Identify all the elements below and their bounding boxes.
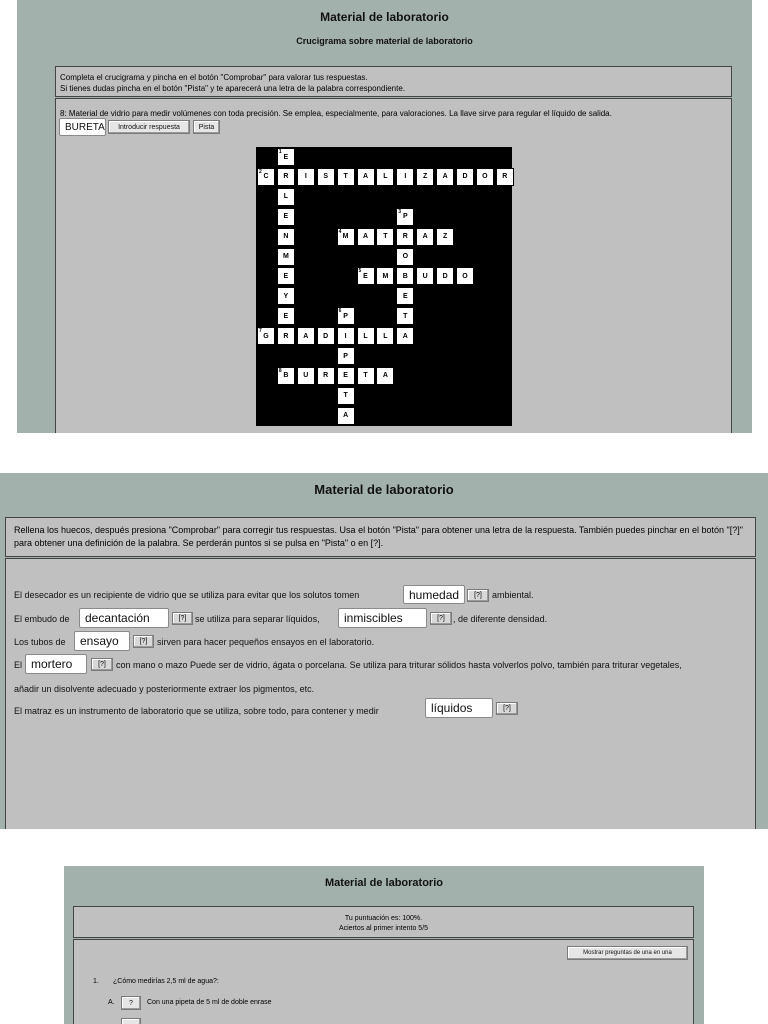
crossword-cell[interactable] xyxy=(376,168,394,186)
crossword-answer-input[interactable]: BURETA xyxy=(59,118,106,136)
cell-letter: S xyxy=(323,173,329,181)
cell-letter: T xyxy=(343,392,348,400)
crossword-cell[interactable] xyxy=(396,228,414,246)
crossword-title: Material de laboratorio xyxy=(320,10,449,24)
definition-button-6[interactable]: [?] xyxy=(496,702,518,715)
crossword-cell[interactable] xyxy=(436,168,454,186)
cell-letter: U xyxy=(303,372,309,380)
crossword-cell[interactable] xyxy=(376,267,394,285)
cell-number: 7 xyxy=(259,328,262,335)
cloze-text: añadir un disolvente adecuado y posteriormente extraer los pigmentos, etc. xyxy=(14,684,315,694)
cell-letter: A xyxy=(343,412,349,420)
cell-letter: E xyxy=(343,372,348,380)
score-text: Tu puntuación es: 100%. xyxy=(344,915,423,922)
cell-letter: T xyxy=(403,312,408,320)
crossword-cell[interactable] xyxy=(337,307,355,325)
crossword-cell[interactable] xyxy=(337,407,355,425)
crossword-cell[interactable] xyxy=(257,327,275,345)
crossword-cell[interactable] xyxy=(317,168,335,186)
crossword-cell[interactable] xyxy=(277,148,295,166)
definition-button-1[interactable]: [?] xyxy=(467,589,489,602)
cloze-text: El xyxy=(14,660,23,670)
cell-letter: D xyxy=(442,272,448,280)
cell-letter: R xyxy=(502,173,508,181)
crossword-cell[interactable] xyxy=(277,208,295,226)
blank-mortero[interactable]: mortero xyxy=(25,654,87,674)
crossword-cell[interactable] xyxy=(396,327,414,345)
cell-letter: L xyxy=(383,173,388,181)
crossword-cell[interactable] xyxy=(317,327,335,345)
cell-number: 3 xyxy=(398,208,402,215)
cell-letter: Z xyxy=(423,173,428,181)
cell-letter: C xyxy=(263,173,269,181)
crossword-cell[interactable] xyxy=(277,327,295,345)
cloze-instructions: Rellena los huecos, después presiona "Comprobar" para corregir tus respuestas. Usa el botón "Pista" para obtener una letra de la respuesta. También puedes pinchar en el botón "[?]" para obtener una definición de la palabra. Se perderán puntos si se pulsa en "Pista" o en [?]. xyxy=(14,525,743,548)
cell-letter: Z xyxy=(442,233,448,241)
crossword-cell[interactable] xyxy=(357,367,375,385)
cell-number: 6 xyxy=(338,308,342,315)
cloze-title: Material de laboratorio xyxy=(314,482,454,497)
crossword-cell[interactable] xyxy=(297,168,315,186)
cloze-text: se utiliza para separar líquidos, xyxy=(195,614,320,624)
crossword-cell[interactable] xyxy=(416,228,434,246)
cell-letter: T xyxy=(343,173,348,181)
definition-button-3[interactable]: [?] xyxy=(430,612,452,625)
cell-letter: E xyxy=(283,213,289,221)
cell-letter: E xyxy=(283,312,289,320)
cell-letter: N xyxy=(283,233,289,241)
cell-letter: T xyxy=(383,233,388,241)
crossword-cell[interactable] xyxy=(476,168,494,186)
cloze-text: El desecador es un recipiente de vidrio que se utiliza para evitar que los solutos tomen xyxy=(14,590,360,600)
crossword-cell[interactable] xyxy=(277,267,295,285)
crossword-cell[interactable] xyxy=(396,267,414,285)
cell-letter: B xyxy=(283,372,289,380)
cloze-text: El matraz es un instrumento de laboratorio que se utiliza, sobre todo, para contener y medir xyxy=(14,706,379,716)
crossword-cell[interactable] xyxy=(396,248,414,266)
crossword-cell[interactable] xyxy=(337,387,355,405)
cell-letter: E xyxy=(283,272,289,280)
blank-humedad[interactable]: humedad xyxy=(403,585,465,604)
crossword-instruction-line-1: Completa el crucigrama y pincha en el botón "Comprobar" para valorar tus respuestas. xyxy=(60,73,368,82)
blank-ensayo[interactable]: ensayo xyxy=(74,631,130,651)
question-text: ¿Cómo medirías 2,5 ml de agua?: xyxy=(113,978,219,985)
cell-letter: R xyxy=(323,372,329,380)
option-text: Con una pipeta de 5 ml de doble enrase xyxy=(147,999,272,1006)
crossword-cell[interactable] xyxy=(277,188,295,206)
crossword-cell[interactable] xyxy=(277,287,295,305)
crossword-cell[interactable] xyxy=(376,327,394,345)
cell-letter: P xyxy=(343,352,348,360)
crossword-cell[interactable] xyxy=(396,168,414,186)
option-a-button[interactable]: ? xyxy=(121,996,141,1010)
crossword-cell[interactable] xyxy=(357,228,375,246)
cell-letter: T xyxy=(363,372,368,380)
cell-letter: P xyxy=(402,213,408,221)
cell-letter: A xyxy=(303,332,309,340)
cell-letter: L xyxy=(283,193,289,201)
crossword-cell[interactable] xyxy=(436,267,454,285)
crossword-cell[interactable] xyxy=(277,248,295,266)
cell-letter: Y xyxy=(283,292,289,300)
cell-letter: I xyxy=(304,173,307,181)
definition-button-4[interactable]: [?] xyxy=(133,635,154,648)
definition-button-2[interactable]: [?] xyxy=(172,612,193,625)
option-b-button[interactable] xyxy=(121,1018,141,1024)
cell-letter: R xyxy=(283,173,289,181)
crossword-cell[interactable] xyxy=(337,228,355,246)
crossword-cell[interactable] xyxy=(396,287,414,305)
crossword-cell[interactable] xyxy=(317,367,335,385)
crossword-cell[interactable] xyxy=(436,228,454,246)
cloze-instructions-box xyxy=(5,517,756,557)
crossword-cell[interactable] xyxy=(277,228,295,246)
crossword-cell[interactable] xyxy=(416,168,434,186)
cell-letter: I xyxy=(404,173,407,181)
cloze-text: , de diferente densidad. xyxy=(453,614,548,624)
cell-letter: M xyxy=(382,272,389,280)
crossword-cell[interactable] xyxy=(416,267,434,285)
crossword-grid xyxy=(256,147,512,426)
crossword-cell[interactable] xyxy=(337,327,355,345)
cell-letter: D xyxy=(323,332,329,340)
crossword-cell[interactable] xyxy=(396,307,414,325)
cloze-line-1 xyxy=(14,590,754,606)
crossword-cell[interactable] xyxy=(257,168,275,186)
cell-letter: E xyxy=(363,272,368,280)
cell-letter: I xyxy=(344,332,347,340)
crossword-cell[interactable] xyxy=(337,367,355,385)
cell-letter: A xyxy=(382,372,388,380)
crossword-clue: 8: Material de vidrio para medir volúmenes con toda precisión. Se emplea, especialmente, para valoraciones. La llave sirve para regular el líquido de salida. xyxy=(60,109,612,118)
cloze-text: sirven para hacer pequeños ensayos en el laboratorio. xyxy=(157,637,375,647)
crossword-cell[interactable] xyxy=(297,327,315,345)
first-try-text: Aciertos al primer intento 5/5 xyxy=(338,925,429,932)
question-number: 1. xyxy=(93,978,99,985)
crossword-cell[interactable] xyxy=(376,228,394,246)
crossword-cell[interactable] xyxy=(376,367,394,385)
crossword-cell[interactable] xyxy=(396,208,414,226)
blank-inmiscibles[interactable]: inmiscibles xyxy=(338,608,427,628)
cloze-text: El embudo de xyxy=(14,614,70,624)
cell-letter: A xyxy=(362,173,369,181)
cell-letter: A xyxy=(422,233,428,241)
blank-decantacion[interactable]: decantación xyxy=(79,608,169,628)
definition-button-5[interactable]: [?] xyxy=(91,658,113,671)
crossword-cell[interactable] xyxy=(456,267,474,285)
cell-letter: D xyxy=(462,173,468,181)
cell-letter: P xyxy=(343,312,348,320)
cell-letter: L xyxy=(363,332,368,340)
cell-letter: U xyxy=(422,272,428,280)
hint-button[interactable]: Pista xyxy=(193,120,220,134)
cell-number: 8 xyxy=(278,367,282,374)
cell-letter: O xyxy=(462,272,468,280)
cell-letter: M xyxy=(342,233,349,241)
cell-letter: B xyxy=(402,272,408,280)
quiz-score-box xyxy=(73,906,694,938)
cell-number: 4 xyxy=(338,228,342,235)
cell-number: 5 xyxy=(358,268,362,275)
cell-number: 1 xyxy=(278,149,282,155)
crossword-cell[interactable] xyxy=(357,168,375,186)
crossword-cell[interactable] xyxy=(456,168,474,186)
crossword-cell[interactable] xyxy=(277,168,295,186)
cell-letter: O xyxy=(402,253,409,260)
cell-letter: O xyxy=(482,173,488,181)
cell-letter: A xyxy=(362,233,369,241)
cell-letter: E xyxy=(402,292,408,300)
crossword-cell[interactable] xyxy=(496,168,514,186)
crossword-subtitle: Crucigrama sobre material de laboratorio xyxy=(296,36,473,46)
cloze-panel xyxy=(0,473,768,829)
cloze-text: con mano o mazo Puede ser de vidrio, ágata o porcelana. Se utiliza para triturar sólidos hasta volverlos polvo, también para triturar vegetales, xyxy=(116,660,682,670)
option-letter: A. xyxy=(108,999,115,1006)
cell-number: 2 xyxy=(259,168,262,175)
quiz-title: Material de laboratorio xyxy=(325,877,443,889)
crossword-cell[interactable] xyxy=(357,327,375,345)
cell-letter: M xyxy=(282,253,289,260)
crossword-cell[interactable] xyxy=(357,267,375,285)
cell-letter: R xyxy=(402,233,408,241)
crossword-cell[interactable] xyxy=(297,367,315,385)
cell-letter: G xyxy=(263,332,269,340)
crossword-instructions-box xyxy=(55,66,732,97)
crossword-cell[interactable] xyxy=(277,307,295,325)
cloze-text: ambiental. xyxy=(492,590,534,600)
blank-liquidos[interactable]: líquidos xyxy=(425,698,493,718)
show-one-by-one-button[interactable]: Mostrar preguntas de una en una xyxy=(567,946,688,960)
crossword-instruction-line-2: Si tienes dudas pincha en el botón "Pista" y te aparecerá una letra de la palabra correspondiente. xyxy=(60,84,406,93)
crossword-cell[interactable] xyxy=(337,347,355,365)
cell-letter: E xyxy=(283,153,289,161)
crossword-cell[interactable] xyxy=(337,168,355,186)
cloze-text: Los tubos de xyxy=(14,637,66,647)
submit-answer-button[interactable]: Introducir respuesta xyxy=(108,120,190,134)
cell-letter: L xyxy=(383,332,388,340)
crossword-cell[interactable] xyxy=(277,367,295,385)
cell-letter: A xyxy=(402,332,408,340)
cell-letter: A xyxy=(442,173,448,181)
cell-letter: R xyxy=(283,332,289,340)
